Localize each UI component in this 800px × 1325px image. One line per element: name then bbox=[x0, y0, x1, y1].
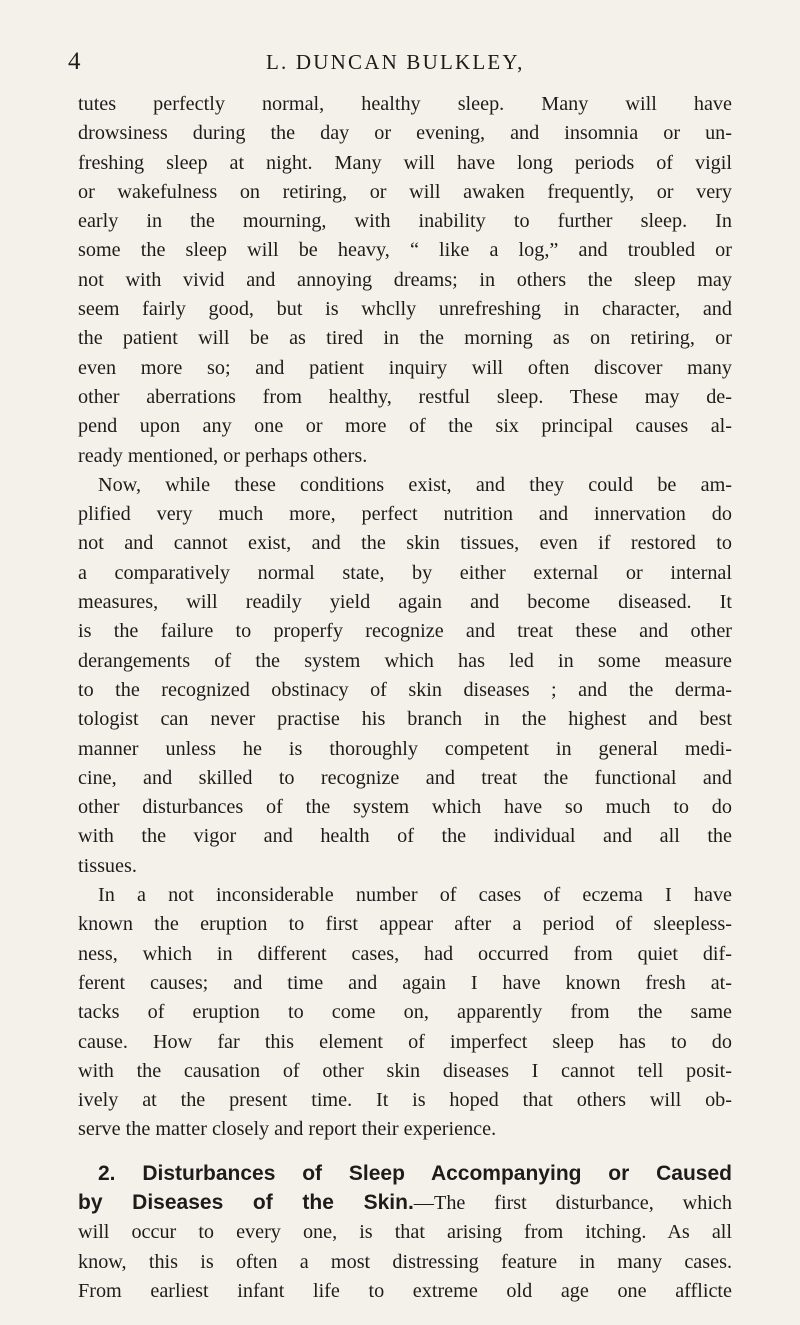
text-line: the patient will be as tired in the morning as on retiring, or bbox=[78, 327, 732, 350]
text-line: know, this is often a most distressing feature in many cases. bbox=[78, 1250, 732, 1273]
text-line: ively at the present time. It is hoped that others will ob- bbox=[78, 1089, 732, 1112]
text-line: freshing sleep at night. Many will have long periods of vigil bbox=[78, 151, 732, 174]
text-line: cine, and skilled to recognize and treat the functional and bbox=[78, 766, 732, 789]
text-line: derangements of the system which has led in some measure bbox=[78, 649, 732, 672]
text-line: not with vivid and annoying dreams; in others the sleep may bbox=[78, 268, 732, 291]
text-line: with the causation of other skin diseases I cannot tell posit- bbox=[78, 1059, 732, 1082]
text-line: a comparatively normal state, by either external or internal bbox=[78, 561, 732, 584]
text-line: tutes perfectly normal, healthy sleep. Many will have bbox=[78, 93, 732, 115]
text-line: other aberrations from healthy, restful sleep. These may de- bbox=[78, 385, 732, 408]
text-line: other disturbances of the system which have so much to do bbox=[78, 796, 732, 819]
text-line: early in the mourning, with inability to further sleep. In bbox=[78, 210, 732, 233]
page-number: 4 bbox=[68, 48, 81, 75]
section-gap bbox=[78, 1145, 732, 1159]
text-line: pend upon any one or more of the six principal causes al- bbox=[78, 415, 732, 438]
text-line: manner unless he is thoroughly competent in general medi- bbox=[78, 737, 732, 760]
text-line: tacks of eruption to come on, apparently from the same bbox=[78, 1001, 732, 1024]
paragraph-3 bbox=[78, 881, 732, 1145]
section-heading-continuation: by Diseases of the Skin. bbox=[78, 1190, 414, 1214]
section-2 bbox=[78, 1159, 732, 1306]
text-line: Now, while these conditions exist, and they could be am- bbox=[98, 473, 732, 496]
text-line: or wakefulness on retiring, or will awaken frequently, or very bbox=[78, 180, 732, 203]
text-line: to the recognized obstinacy of skin diseases ; and the derma- bbox=[78, 678, 732, 701]
text-line: From earliest infant life to extreme old age one afflicte bbox=[78, 1279, 732, 1302]
text-line: In a not inconsiderable number of cases of eczema I have bbox=[98, 884, 732, 907]
text-line: some the sleep will be heavy, “ like a log,” and troubled or bbox=[78, 239, 732, 262]
running-title: L. DUNCAN BULKLEY, bbox=[266, 50, 525, 74]
section-heading-line bbox=[78, 1188, 732, 1218]
body-text bbox=[78, 90, 732, 1306]
section-heading: 2. Disturbances of Sleep Accompanying or Caused bbox=[98, 1161, 732, 1185]
running-head bbox=[68, 48, 732, 82]
text-line: plified very much more, perfect nutrition and innervation do bbox=[78, 503, 732, 526]
text-line: known the eruption to first appear after a period of sleepless- bbox=[78, 913, 732, 936]
text-line: cause. How far this element of imperfect sleep has to do bbox=[78, 1030, 732, 1053]
text-line: ness, which in different cases, had occurred from quiet dif- bbox=[78, 942, 732, 965]
text-line: seem fairly good, but is whclly unrefreshing in character, and bbox=[78, 298, 732, 321]
text-line: ready mentioned, or perhaps others. bbox=[78, 444, 368, 467]
text-line: serve the matter closely and report their experience. bbox=[78, 1118, 497, 1141]
text-line: not and cannot exist, and the skin tissues, even if restored to bbox=[78, 532, 732, 555]
text-line: tologist can never practise his branch in the highest and best bbox=[78, 708, 732, 731]
paragraph-1 bbox=[78, 90, 732, 471]
text-line: measures, will readily yield again and become diseased. It bbox=[78, 591, 732, 614]
text-line: drowsiness during the day or evening, and insomnia or un- bbox=[78, 122, 732, 145]
section-run-in-text: —The first disturbance, which bbox=[413, 1191, 732, 1214]
text-line: is the failure to properfy recognize and treat these and other bbox=[78, 620, 732, 643]
paragraph-2 bbox=[78, 471, 732, 881]
text-line: tissues. bbox=[78, 854, 137, 877]
text-line: even more so; and patient inquiry will often discover many bbox=[78, 356, 732, 379]
text-line: will occur to every one, is that arising from itching. As all bbox=[78, 1221, 732, 1244]
text-line: with the vigor and health of the individual and all the bbox=[78, 825, 732, 848]
text-line: ferent causes; and time and again I have known fresh at- bbox=[78, 971, 732, 994]
